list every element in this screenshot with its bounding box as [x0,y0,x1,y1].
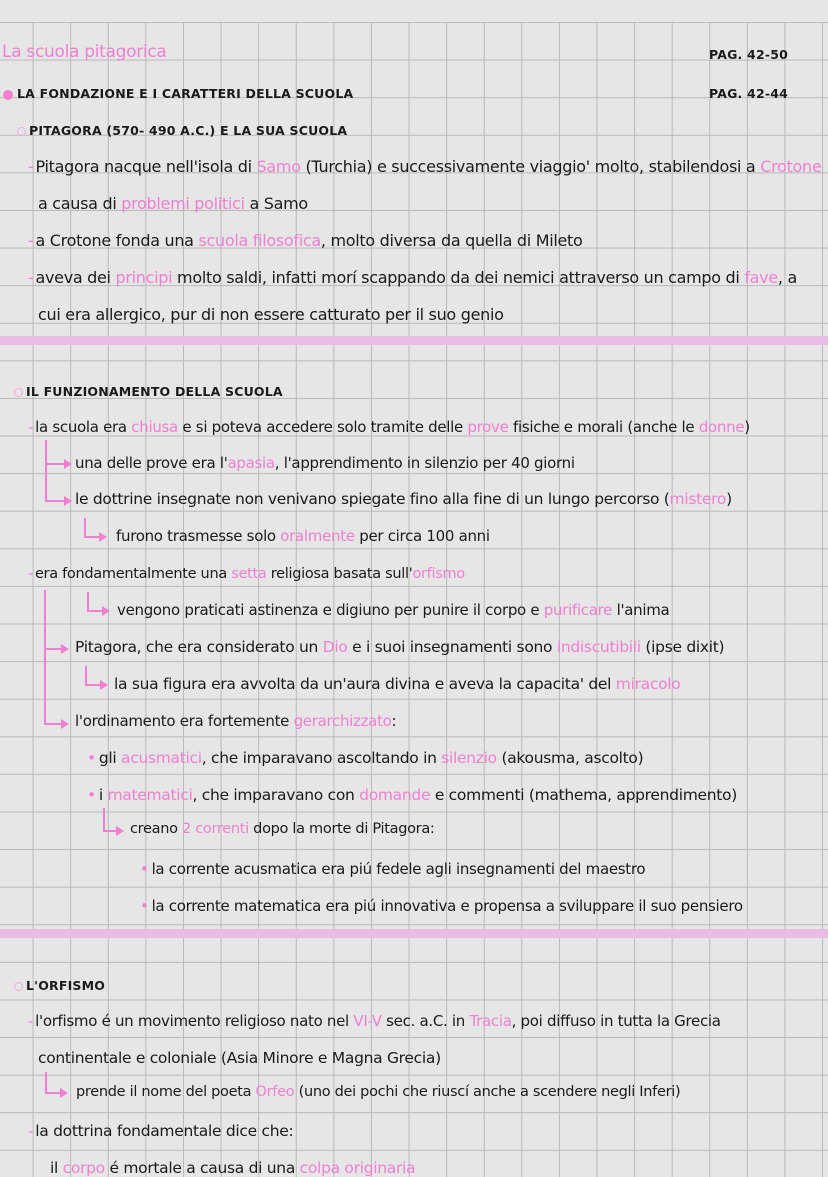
text-span: il [50,1159,63,1177]
note-line [28,418,750,436]
text-span: l'ordinamento era fortemente [75,712,294,730]
ring-bullet-icon [17,127,26,136]
text-span: e si poteva accedere solo tramite delle [177,418,468,436]
highlight: miracolo [615,675,681,693]
note-line [38,1049,441,1067]
note-line [75,712,396,730]
text-span: (akousma, ascolto) [496,749,644,767]
text-span: e i suoi insegnamenti sono [347,638,557,656]
text-span: (uno dei pochi che riuscí anche a scendere negli Inferi) [294,1084,681,1100]
page-title: La scuola pitagorica [2,42,167,62]
dash-bullet-icon: - [28,157,34,176]
text-span: a causa di [38,194,122,213]
tree-connector [45,463,65,465]
tree-connector [45,440,47,502]
arrow-right-icon [64,496,72,506]
text-span: , poi diffuso in tutta la Grecia [511,1012,721,1030]
text-span: , a [777,268,797,287]
section-heading-orfismo [14,978,105,993]
tree-connector [45,1072,47,1094]
tree-connector [44,590,46,725]
text-span: Pitagora, che era considerato un [75,638,323,656]
highlight: prove [467,418,509,436]
highlight: orfismo [412,566,465,582]
ring-bullet-icon [14,388,23,397]
text-span: l'orfismo é un movimento religioso nato nel [35,1012,354,1030]
highlight: 2 correnti [182,821,249,837]
text-span: ) [726,490,732,508]
note-line [140,897,743,915]
text-span: dopo la morte di Pitagora: [248,821,435,837]
highlight: Crotone [760,157,822,176]
arrow-right-icon [116,826,124,836]
highlight: indiscutibili [556,638,641,656]
text-span: Pitagora nacque nell'isola di [35,157,257,176]
section-divider [0,929,828,938]
highlight: gerarchizzato [293,712,392,730]
note-line [75,638,724,656]
text-span: aveva dei [35,268,116,287]
highlight: Samo [256,157,301,176]
note-line [75,454,575,472]
note-line [50,1159,415,1177]
tree-connector [44,723,62,725]
heading-text: IL FUNZIONAMENTO DELLA SCUOLA [26,384,283,399]
tree-connector [103,808,105,832]
text-span: religiosa basata sull' [266,566,413,582]
note-line [38,305,504,324]
dash-bullet-icon: - [28,566,33,582]
note-line [28,231,583,250]
arrow-right-icon [60,1088,68,1098]
text-span: per circa 100 anni [354,527,490,545]
tree-connector [103,830,117,832]
highlight: Dio [322,638,348,656]
highlight: corpo [62,1159,105,1177]
text-span: (ipse dixit) [640,638,725,656]
section-divider [0,336,828,345]
text-span: : [391,712,397,730]
text-span: la scuola era [35,418,132,436]
section-heading-funzionamento [14,384,283,399]
tree-connector [87,610,103,612]
note-line [28,566,465,582]
text-span: vengono praticati astinenza e digiuno per punire il corpo e [117,601,544,619]
heading-text: LA FONDAZIONE E I CARATTERI DELLA SCUOLA [17,86,354,101]
text-span: e commenti (mathema, apprendimento) [430,786,737,804]
arrow-right-icon [99,532,107,542]
text-span: l'anima [612,601,670,619]
highlight: purificare [543,601,613,619]
highlight: acusmatici [121,749,202,767]
highlight: VI-V [353,1012,382,1030]
highlight: domande [359,786,431,804]
text-span: a Crotone fonda una [35,231,199,250]
text-span: sec. a.C. in [381,1012,470,1030]
dash-bullet-icon: - [28,418,34,436]
highlight: scuola filosofica [198,231,321,250]
tree-connector [84,536,100,538]
tree-connector [45,1092,61,1094]
note-line [140,860,645,878]
subheading-text: PITAGORA (570- 490 A.C.) E LA SUA SCUOLA [29,123,348,138]
dot-bullet-icon: • [87,749,96,767]
highlight: problemi politici [121,194,245,213]
highlight: apasia [227,454,275,472]
arrow-right-icon [100,680,108,690]
note-line [87,749,643,767]
text-span: i [98,786,108,804]
note-line [75,490,732,508]
note-line [130,821,435,837]
text-span: le dottrine insegnate non venivano spiegate fino alla fine di un lungo percorso ( [75,490,670,508]
highlight: Orfeo [255,1084,295,1100]
note-line [76,1084,680,1100]
highlight: colpa originaria [299,1159,416,1177]
dash-bullet-icon: - [28,268,34,287]
arrow-right-icon [61,719,69,729]
note-line [87,786,737,804]
highlight: principi [115,268,173,287]
text-span: , l'apprendimento in silenzio per 40 giorni [274,454,575,472]
note-line [114,675,680,693]
dot-bullet-icon: • [140,860,149,878]
text-span: ) [744,418,750,436]
top-margin [0,0,828,22]
text-span: é mortale a causa di una [104,1159,300,1177]
text-span: continentale e coloniale (Asia Minore e Magna Grecia) [38,1049,441,1067]
tree-connector [84,518,86,538]
text-span: , che imparavano ascoltando in [201,749,442,767]
tree-connector [44,648,62,650]
dash-bullet-icon: - [28,231,34,250]
arrow-right-icon [64,459,72,469]
highlight: Tracia [469,1012,512,1030]
text-span: a Samo [244,194,308,213]
page-range-main: PAG. 42-50 [709,47,789,62]
note-line [28,268,797,287]
dot-bullet-icon: • [87,786,96,804]
text-span: prende il nome del poeta [76,1084,256,1100]
tree-connector [45,500,65,502]
text-span: la dottrina fondamentale dice che: [35,1122,294,1140]
note-line [28,1012,721,1030]
arrow-right-icon [102,606,110,616]
section-heading-fondazione [3,86,353,101]
tree-connector [85,684,101,686]
tree-connector [87,592,89,612]
text-span: era fondamentalmente una [34,566,232,582]
highlight: oralmente [280,527,355,545]
note-line [116,527,490,545]
subheading-pitagora [17,123,347,138]
text-span: la sua figura era avvolta da un'aura divina e aveva la capacita' del [114,675,616,693]
note-line [28,1122,293,1140]
note-line [117,601,669,619]
text-span: molto saldi, infatti morí scappando da dei nemici attraverso un campo di [172,268,745,287]
dot-bullet-icon: • [140,897,149,915]
text-span: cui era allergico, pur di non essere catturato per il suo genio [38,305,504,324]
highlight: mistero [669,490,727,508]
text-span: furono trasmesse solo [116,527,281,545]
highlight: matematici [107,786,193,804]
text-span: creano [130,821,182,837]
note-line [28,157,821,176]
highlight: fave [744,268,778,287]
dash-bullet-icon: - [28,1122,34,1140]
highlight: setta [231,566,267,582]
text-span: la corrente acusmatica era piú fedele agli insegnamenti del maestro [151,860,646,878]
filled-bullet-icon [3,90,13,100]
text-span: (Turchia) e successivamente viaggio' molto, stabilendosi a [300,157,761,176]
heading-text: L'ORFISMO [26,978,106,993]
highlight: silenzio [441,749,497,767]
text-span: fisiche e morali (anche le [508,418,699,436]
tree-connector [85,666,87,686]
text-span: una delle prove era l' [75,454,228,472]
page-range-section: PAG. 42-44 [709,86,789,101]
dash-bullet-icon: - [28,1012,34,1030]
text-span: la corrente matematica era piú innovativa e propensa a sviluppare il suo pensiero [151,897,743,915]
arrow-right-icon [61,644,69,654]
ring-bullet-icon [14,982,23,991]
text-span: , che imparavano con [192,786,360,804]
text-span: , molto diversa da quella di Mileto [320,231,583,250]
highlight: donne [698,418,745,436]
highlight: chiusa [131,418,178,436]
text-span: gli [98,749,122,767]
note-line [38,194,308,213]
